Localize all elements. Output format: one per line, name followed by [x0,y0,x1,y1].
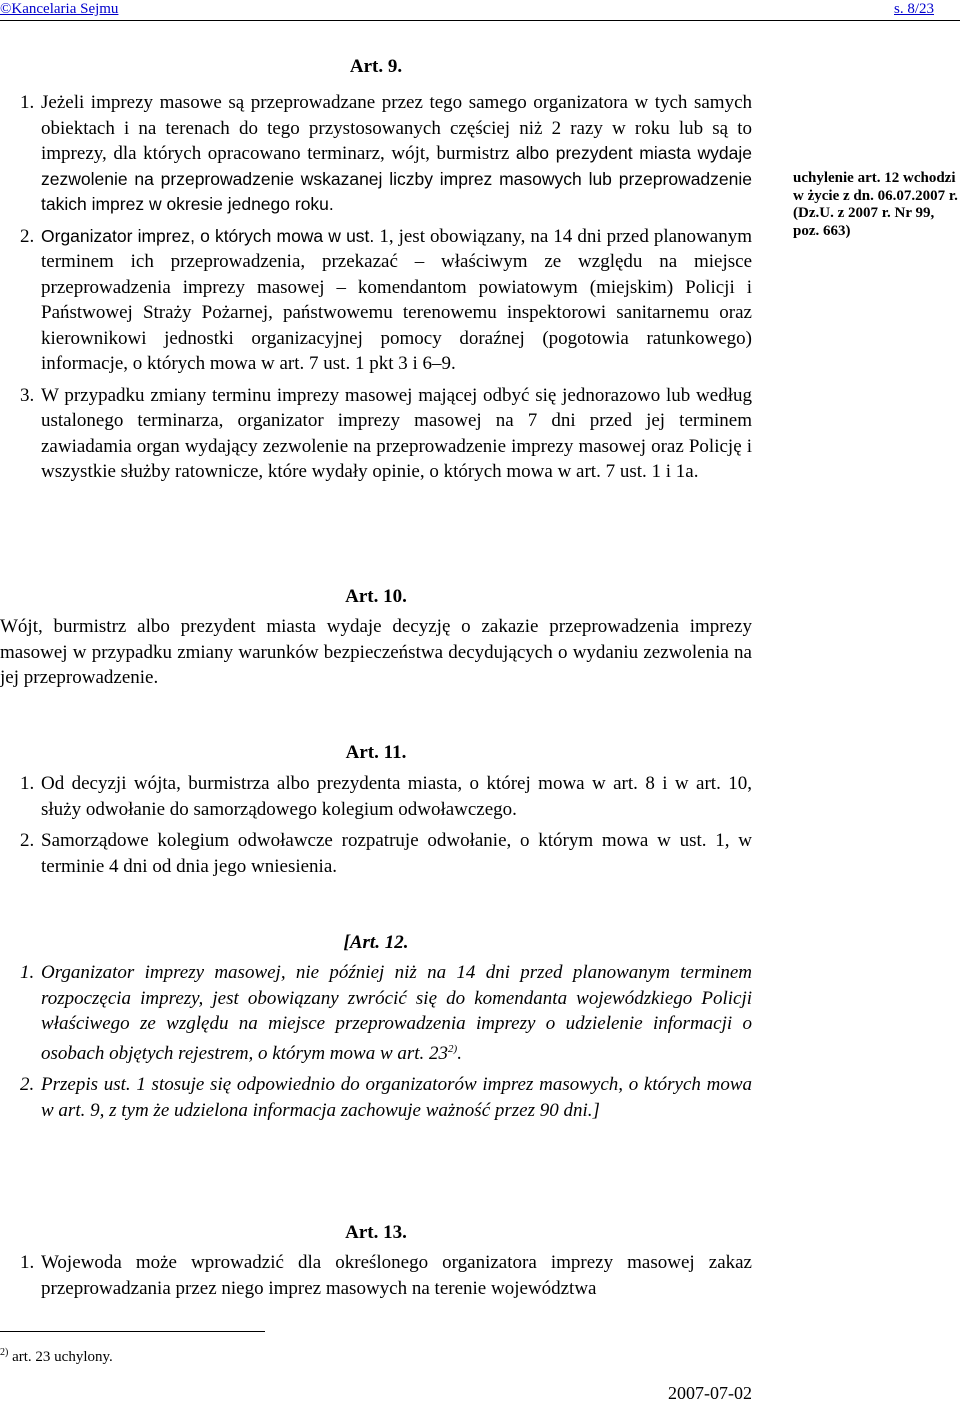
footnote [0,1343,113,1367]
paragraph-text: Organizator imprezy masowej, nie później niż na 14 dni przed planowanym terminem rozpoczęcia imprezy, jest obowiązany zwrócić się do komendanta wojewódzkiego Policji właściwego ze względu na miejsce przeprowadzenia imprezy o udzielenie informacji o osobach objętych rejestrem, o którym mowa w art. 23 [41,962,752,1064]
margin-note: uchylenie art. 12 wchodzi w życie z dn. 06.07.2007 r. (Dz.U. z 2007 r. Nr 99, poz. 663) [793,170,958,239]
paragraph-number: 3. [20,384,35,406]
art-9-title: Art. 9. [349,56,403,77]
header-divider [0,20,960,21]
paragraph-text: Od decyzji wójta, burmistrza albo prezydenta miasta, o której mowa w art. 8 i w art. 10, służy odwołanie do samorządowego kolegium odwoławczego. [41,773,752,820]
paragraph-text: Samorządowe kolegium odwoławcze rozpatruje odwołanie, o którym mowa w ust. 1, w terminie 4 dni od dnia jego wniesienia. [41,830,752,877]
art-9-paragraph-3 [20,383,752,485]
paragraph-number: 2. [20,225,35,247]
paragraph-number: 1. [20,1252,35,1273]
art-9-paragraph-1 [20,90,752,218]
paragraph-number: 1. [20,92,35,113]
paragraph-text: Jeżeli imprezy masowe są przeprowadzane przez tego samego organizatora w tych samych obiektach i na terenach do tego przystosowanych częściej niż 2 razy w roku lub są to imprezy, dla których opracowano terminarz, wójt, burmistrz [41,92,752,164]
art-13-title: Art. 13. [345,1222,407,1243]
paragraph-number: 1. [20,773,35,794]
paragraph-text-amended: albo prezydent miasta wydaje zezwolenie na przeprowadzenie wskazanej liczby imprez masowych lub przeprowadzenie takich imprez w okresie jednego roku. [41,143,752,214]
art-11-paragraph-1 [20,771,752,822]
art-12-body [20,960,752,1123]
document-date: 2007-07-02 [668,1383,752,1403]
paragraph-number: 2. [20,1074,35,1095]
art-10-text: Wójt, burmistrz albo prezydent miasta wydaje decyzję o zakazie przeprowadzenia imprezy masowej w przypadku zmiany warunków bezpieczeństwa decydujących o wydaniu zezwolenia na jej przeprowadzenie. [0,616,752,688]
footnote-marker: 2) [0,1347,9,1358]
paragraph-text: W przypadku zmiany terminu imprezy masowej mającej odbyć się jednorazowo lub według ustalonego terminarza, organizator imprezy masowej na 7 dni przed jej terminem zawiadamia organ wydający zezwolenie na przeprowadzenie imprezy masowej oraz Policję i wszystkie służby ratownicze, które wydały opinie, o których mowa w art. 7 ust. 1 i 1a. [41,384,752,482]
paragraph-number: 2. [20,830,35,851]
footnote-reference[interactable]: 2) [448,1042,458,1055]
art-13-paragraph-1 [20,1250,752,1301]
paragraph-text: 1, jest obowiązany, na 14 dni przed planowanym terminem ich przeprowadzenia, przekazać – właściwym ze względu na miejsce przeprowadzenia imprezy masowej – komendantom powiatowym (miejskim) Policji i Państwowej Straży Pożarnej, państwowemu terenowemu inspektorowi sanitarnemu oraz kierownikowi jednostki organizacyjnej pomocy doraźnej (pogotowia ratunkowego) informacje, o których mowa w art. 7 ust. 1 pkt 3 i 6–9. [41,225,752,374]
art-12-paragraph-2 [20,1072,752,1123]
paragraph-number: 1. [20,962,35,983]
page-number-link[interactable]: s. 8/23 [894,1,935,17]
paragraph-text-amended: Organizator imprez, o których mowa w ust. [41,225,375,246]
footnote-divider [0,1331,265,1332]
art-11-body [20,771,752,879]
art-13-body [20,1250,752,1301]
paragraph-text: Przepis ust. 1 stosuje się odpowiednio do organizatorów imprez masowych, o których mowa w art. 9, z tym że udzielona informacja zachowuje ważność przez 90 dni.] [41,1074,752,1121]
paragraph-text: Wojewoda może wprowadzić dla określonego organizatora imprezy masowej zakaz przeprowadzania przez niego imprez masowych na terenie województwa [41,1252,752,1299]
art-10-title: Art. 10. [345,586,407,607]
art-9-paragraph-2 [20,224,752,377]
art-9-body [20,90,752,485]
footnote-text: art. 23 uchylony. [8,1349,113,1365]
paragraph-end: . [457,1042,462,1064]
kancelaria-sejmu-link[interactable]: ©Kancelaria Sejmu [0,1,119,17]
art-11-paragraph-2 [20,828,752,879]
art-12-paragraph-1 [20,960,752,1066]
art-12-title: [Art. 12. [343,932,409,953]
page-header [0,0,960,24]
art-11-title: Art. 11. [345,742,407,763]
